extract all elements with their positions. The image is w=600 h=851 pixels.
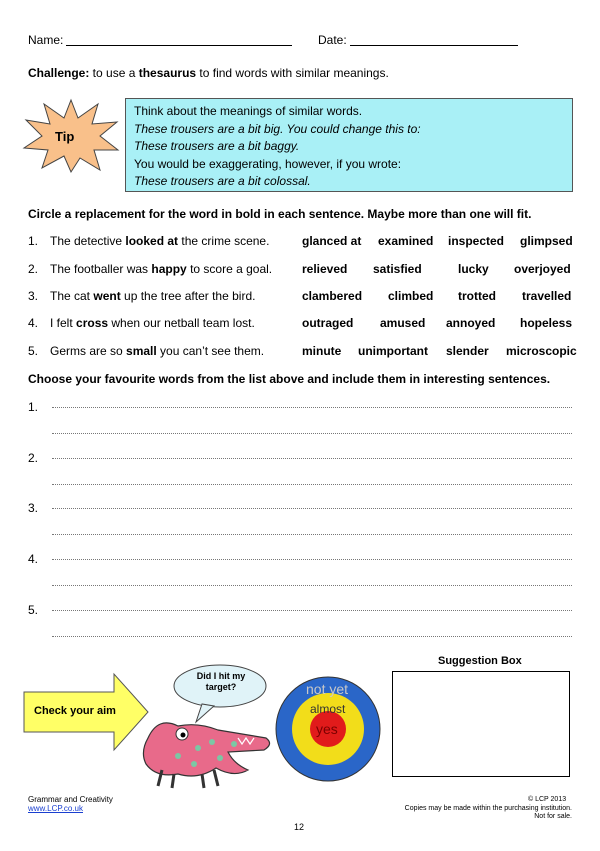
tip-label: Tip (55, 129, 75, 144)
writing-line[interactable] (52, 483, 572, 485)
writing-line[interactable] (52, 507, 572, 509)
footer-book: Grammar and Creativity (28, 795, 113, 804)
suggestion-title: Suggestion Box (438, 655, 522, 667)
writing-line[interactable] (52, 406, 572, 408)
word-option[interactable]: relieved (302, 262, 348, 276)
word-option[interactable]: hopeless (520, 316, 573, 330)
instruction-circle: Circle a replacement for the word in bold in each sentence. Maybe more than one will fit. (28, 207, 532, 221)
date-label: Date: (318, 33, 347, 47)
name-label: Name: (28, 33, 64, 47)
tip-line: You would be exaggerating, however, if you wrote: (134, 156, 402, 171)
tip-box (125, 98, 573, 192)
arrow-label: Check your aim (34, 705, 116, 717)
target-ring-middle: almost (310, 702, 346, 716)
question-number: 1. (28, 234, 39, 248)
writing-line[interactable] (52, 584, 572, 586)
word-option[interactable]: slender (446, 344, 489, 358)
target-word: happy (151, 262, 187, 276)
footer-note: Copies may be made within the purchasing institution. (404, 805, 572, 812)
footer-url[interactable]: www.LCP.co.uk (28, 804, 83, 813)
question-sentence: I felt cross when our netball team lost. (50, 316, 255, 330)
question-row (28, 289, 576, 305)
name-field[interactable] (66, 45, 292, 46)
sentence-number: 1. (28, 400, 39, 414)
suggestion-box[interactable] (392, 671, 570, 777)
word-option[interactable]: microscopic (506, 344, 577, 358)
word-option[interactable]: travelled (522, 289, 572, 303)
page-number: 12 (294, 822, 305, 832)
word-option[interactable]: glanced at (302, 234, 362, 248)
word-option[interactable]: minute (302, 344, 342, 358)
word-option[interactable]: trotted (458, 289, 496, 303)
word-option[interactable]: inspected (448, 234, 505, 248)
question-row (28, 316, 576, 332)
word-option[interactable]: lucky (458, 262, 489, 276)
target-word: small (126, 344, 157, 358)
sentence-number: 2. (28, 451, 39, 465)
challenge-line: Challenge: to use a thesaurus to find words with similar meanings. (28, 66, 389, 80)
tip-line: Think about the meanings of similar words. (134, 104, 363, 118)
writing-line[interactable] (52, 533, 572, 535)
question-sentence: Germs are so small you can’t see them. (50, 344, 265, 358)
sentence-number: 5. (28, 603, 39, 617)
word-option[interactable]: annoyed (446, 316, 496, 330)
question-row (28, 234, 576, 250)
footer-copyright: © LCP 2013 (528, 796, 567, 803)
word-option[interactable]: satisfied (373, 262, 422, 276)
crocodile-icon (138, 708, 278, 790)
tip-example: These trousers are a bit colossal. (134, 174, 311, 188)
word-option[interactable]: examined (378, 234, 434, 248)
tip-example: These trousers are a bit big. You could change this to: (134, 121, 421, 136)
question-sentence: The footballer was happy to score a goal. (50, 262, 273, 276)
question-row (28, 262, 576, 278)
speech-text: Did I hit my target? (196, 671, 246, 692)
instruction-sentences: Choose your favourite words from the list above and include them in interesting sentences. (28, 372, 551, 386)
question-sentence: The detective looked at the crime scene. (50, 234, 270, 248)
question-row (28, 344, 576, 360)
word-option[interactable]: glimpsed (520, 234, 573, 248)
date-field[interactable] (350, 45, 518, 46)
target-word: cross (76, 316, 109, 330)
question-number: 3. (28, 289, 39, 303)
writing-line[interactable] (52, 609, 572, 611)
sentence-number: 3. (28, 501, 39, 515)
target-word: went (93, 289, 121, 303)
word-option[interactable]: clambered (302, 289, 363, 303)
writing-line[interactable] (52, 558, 572, 560)
question-number: 4. (28, 316, 39, 330)
tip-example: These trousers are a bit baggy. (134, 139, 300, 153)
target-word: looked at (125, 234, 179, 248)
question-number: 2. (28, 262, 39, 276)
challenge-label: Challenge: (28, 66, 90, 80)
word-option[interactable]: unimportant (358, 344, 428, 358)
footer-note-sale: Not for sale. (534, 813, 572, 820)
target-ring-outer: not yet (306, 681, 349, 697)
question-sentence: The cat went up the tree after the bird. (50, 289, 256, 303)
word-option[interactable]: climbed (388, 289, 434, 303)
sentence-number: 4. (28, 552, 39, 566)
word-option[interactable]: overjoyed (514, 262, 571, 276)
word-option[interactable]: amused (380, 316, 426, 330)
target-ring-inner: yes (316, 721, 338, 737)
writing-line[interactable] (52, 457, 572, 459)
word-option[interactable]: outraged (302, 316, 354, 330)
challenge-keyword: thesaurus (138, 66, 197, 80)
writing-line[interactable] (52, 635, 572, 637)
question-number: 5. (28, 344, 39, 358)
writing-line[interactable] (52, 432, 572, 434)
